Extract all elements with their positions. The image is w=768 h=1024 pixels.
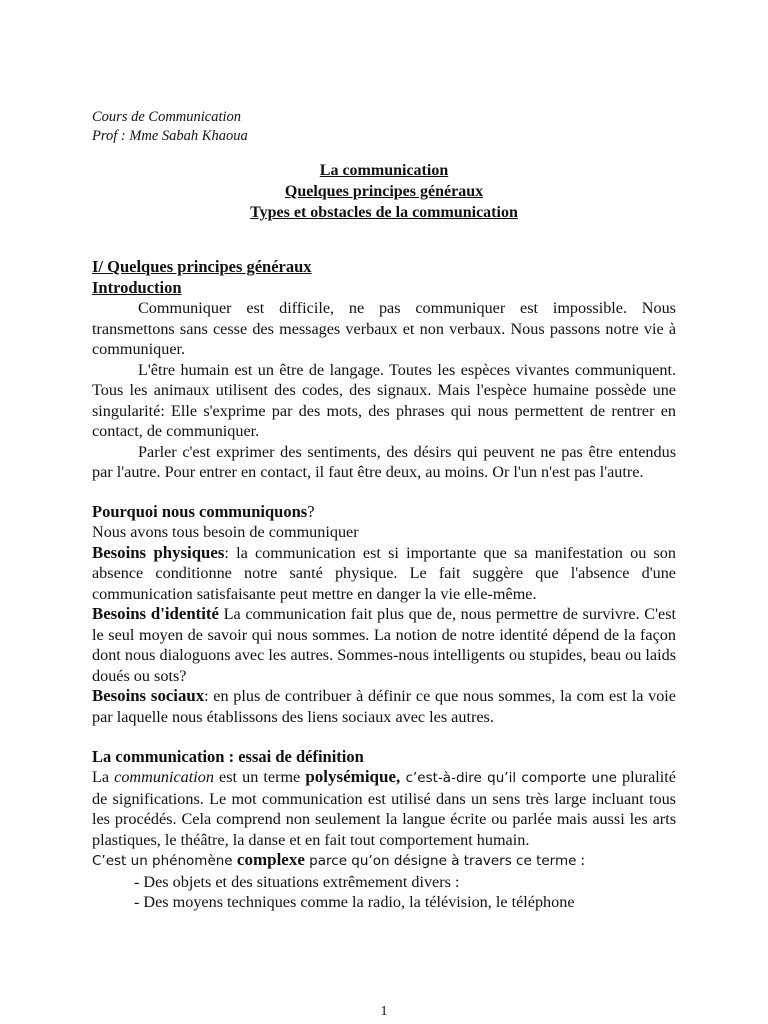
complex-sans-text: parce qu’on désigne à travers ce terme <box>304 853 577 869</box>
complex-line <box>92 850 676 872</box>
def-text: est un terme <box>213 768 306 786</box>
why-heading-text: Pourquoi nous communiquons <box>92 501 308 521</box>
intro-paragraph: Communiquer est difficile, ne pas communiquer est impossible. Nous transmettons sans cesse des messages verbaux et non verbaux. Nous passons notre vie à communiquer. <box>92 299 676 358</box>
main-title: La communication <box>319 162 449 179</box>
need-term: Besoins physiques <box>92 542 225 562</box>
def-bold-term: polysémique, <box>305 767 401 786</box>
document-header <box>92 108 676 146</box>
def-text: La <box>92 768 115 786</box>
why-heading <box>92 501 676 522</box>
need-paragraph <box>92 686 676 727</box>
document-titles <box>92 160 676 223</box>
def-text: pluralité de significations. Le mot communication est utilisé dans un sens très large incluant tous les procédés. Cela comprend non seulement la langue écrite ou parlée mais aussi les arts plastiques, le théâtre, la danse et en fait tout comportement humain. <box>92 768 676 849</box>
subtitle-principles: Quelques principes généraux <box>284 183 484 200</box>
intro-paragraph: Parler c'est exprimer des sentiments, des désirs qui peuvent ne pas être entendus par l'autre. Pour entrer en contact, il faut être deux, au moins. Or l'un n'est pas l'autre. <box>92 442 676 481</box>
need-text: La communication fait plus que de, nous permettre de survivre. C'est le seul moyen de savoir qui nous sommes. La notion de notre identité dépend de la façon dont nous dialoguons avec les autres. Sommes-nous intelligents ou stupides, beau ou laids doués ou sots? <box>92 605 676 685</box>
why-lead: Nous avons tous besoin de communiquer <box>92 522 359 541</box>
def-emphasis: communication <box>114 768 214 786</box>
introduction-heading: Introduction <box>92 278 182 297</box>
page-number: 1 <box>380 1004 388 1019</box>
list-item: - Des moyens techniques comme la radio, la télévision, le téléphone <box>134 893 575 911</box>
professor-name: Prof : Mme Sabah Khaoua <box>92 128 248 144</box>
section-heading: I/ Quelques principes généraux <box>92 257 312 276</box>
need-text: : en plus de contribuer à définir ce que nous sommes, la com est la voie par laquelle nous établissons des liens sociaux avec les autres. <box>92 687 676 726</box>
why-heading-mark: ? <box>307 501 315 521</box>
complex-end: : <box>576 851 585 869</box>
need-term: Besoins d'identité <box>92 604 219 623</box>
intro-paragraph: L'être humain est un être de langage. Toutes les espèces vivantes communiquent. Tous les animaux utilisent des codes, des signaux. Mais l'espèce humaine possède une singularité: Elle s'exprime par des mots, des phrases qui nous permettent de rentrer en contact, de communiquer. <box>92 360 676 440</box>
need-text: : la communication est si importante que sa manifestation ou son absence conditionne notre santé physique. Le fait suggère que l'absence d'une communication satisfaisante peut mettre en danger la vie elle-même. <box>92 543 676 603</box>
document-page <box>92 108 676 913</box>
need-term: Besoins sociaux <box>92 686 205 705</box>
subtitle-types: Types et obstacles de la communication <box>250 204 518 221</box>
need-paragraph <box>92 543 676 605</box>
need-paragraph <box>92 604 676 686</box>
complex-bold-term: complexe <box>236 850 305 869</box>
complex-sans-text: C’est un phénomène <box>92 853 237 869</box>
def-sans-text: c’est-à-dire qu’il comporte une <box>400 770 617 786</box>
definition-paragraph <box>92 767 676 850</box>
list-item: - Des objets et des situations extrêmement divers : <box>134 872 460 891</box>
course-title: Cours de Communication <box>92 109 242 125</box>
definition-heading: La communication : essai de définition <box>92 747 364 766</box>
definition-list <box>92 872 676 913</box>
